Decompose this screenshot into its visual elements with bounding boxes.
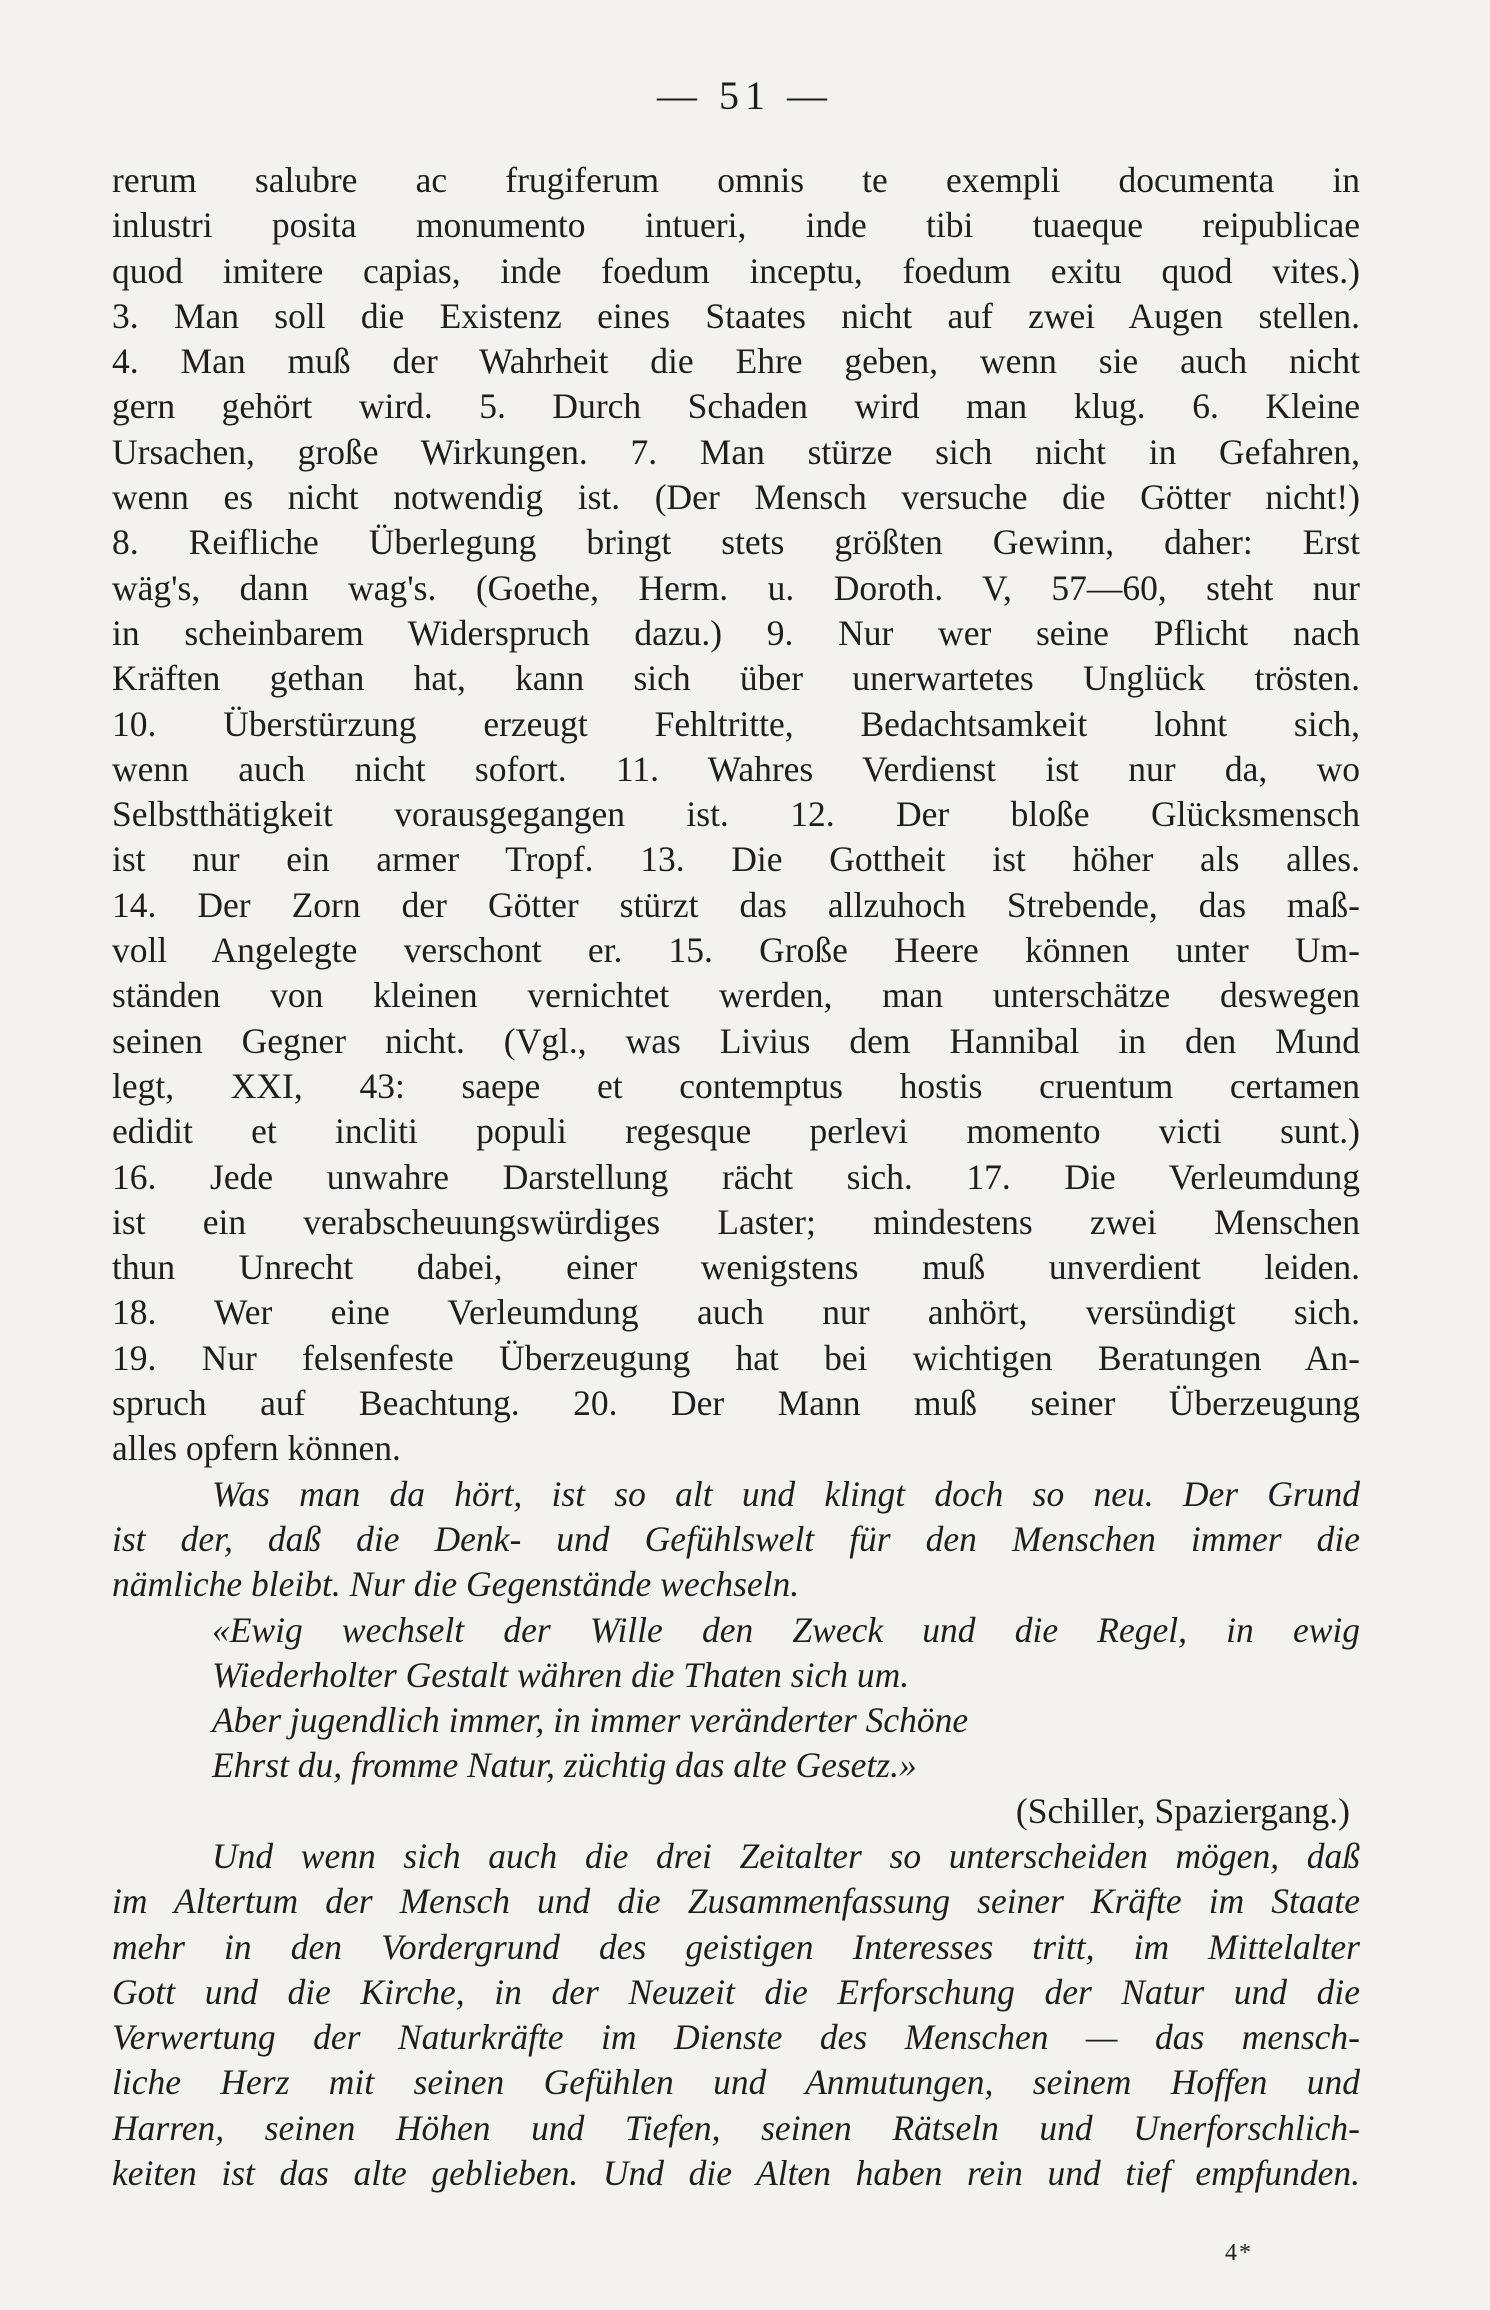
text-line: wenn es nicht notwendig ist. (Der Mensch versuche die Götter nicht!)	[112, 477, 1360, 518]
italic-line: ist der, daß die Denk- und Gefühlswelt für den Menschen immer die	[112, 1518, 1360, 1559]
italic-line: Harren, seinen Höhen und Tiefen, seinen Rätseln und Unerforschlich-	[112, 2107, 1360, 2148]
italic-line: nämliche bleibt. Nur die Gegenstände wechseln.	[112, 1564, 800, 1605]
text-line: thun Unrecht dabei, einer wenigstens muß unverdient leiden.	[112, 1247, 1360, 1288]
text-line: 4. Man muß der Wahrheit die Ehre geben, wenn sie auch nicht	[112, 341, 1360, 382]
text-line: 19. Nur felsenfeste Überzeugung hat bei wichtigen Beratungen An-	[112, 1337, 1360, 1378]
text-line: spruch auf Beachtung. 20. Der Mann muß seiner Überzeugung	[112, 1383, 1360, 1424]
text-line: legt, XXI, 43: saepe et contemptus hostis cruentum certamen	[112, 1065, 1360, 1106]
poem-line: Aber jugendlich immer, in immer veränderter Schöne	[212, 1700, 969, 1741]
italic-line: Verwertung der Naturkräfte im Dienste des Menschen — das mensch-	[112, 2017, 1360, 2058]
text-line: Ursachen, große Wirkungen. 7. Man stürze sich nicht in Gefahren,	[112, 431, 1360, 472]
italic-line: im Altertum der Mensch und die Zusammenfassung seiner Kräfte im Staate	[112, 1881, 1360, 1922]
poem-line: Ehrst du, fromme Natur, züchtig das alte Gesetz.»	[212, 1745, 917, 1786]
text-line: 3. Man soll die Existenz eines Staates nicht auf zwei Augen stellen.	[112, 295, 1360, 336]
italic-line: mehr in den Vordergrund des geistigen Interesses tritt, im Mittelalter	[112, 1926, 1360, 1967]
text-line: edidit et incliti populi regesque perlevi momento victi sunt.)	[112, 1111, 1360, 1152]
text-line: 10. Überstürzung erzeugt Fehltritte, Bedachtsamkeit lohnt sich,	[112, 703, 1360, 744]
text-line: Kräften gethan hat, kann sich über unerwartetes Unglück trösten.	[112, 658, 1360, 699]
italic-line: keiten ist das alte geblieben. Und die Alten haben rein und tief empfunden.	[112, 2153, 1360, 2194]
italic-line: liche Herz mit seinen Gefühlen und Anmutungen, seinem Hoffen und	[112, 2062, 1360, 2103]
text-line: Selbstthätigkeit vorausgegangen ist. 12. Der bloße Glücksmensch	[112, 794, 1360, 835]
text-line: inlustri posita monumento intueri, inde tibi tuaeque reipublicae	[112, 205, 1360, 246]
text-line: rerum salubre ac frugiferum omnis te exempli documenta in	[112, 160, 1360, 200]
text-line: 14. Der Zorn der Götter stürzt das allzuhoch Strebende, das maß-	[112, 884, 1360, 925]
poem-attribution: (Schiller, Spaziergang.)	[1015, 1790, 1350, 1831]
text-line: ist nur ein armer Tropf. 13. Die Gottheit ist höher als alles.	[112, 839, 1360, 880]
text-line: seinen Gegner nicht. (Vgl., was Livius dem Hannibal in den Mund	[112, 1020, 1360, 1061]
text-line: ständen von kleinen vernichtet werden, man unterschätze deswegen	[112, 975, 1360, 1016]
text-line: ist ein verabscheuungswürdiges Laster; mindestens zwei Menschen	[112, 1201, 1360, 1242]
text-line: voll Angelegte verschont er. 15. Große Heere können unter Um-	[112, 930, 1360, 971]
text-line: wenn auch nicht sofort. 11. Wahres Verdienst ist nur da, wo	[112, 748, 1360, 789]
text-line: in scheinbarem Widerspruch dazu.) 9. Nur wer seine Pflicht nach	[112, 612, 1360, 653]
text-line: wäg's, dann wag's. (Goethe, Herm. u. Doroth. V, 57—60, steht nur	[112, 567, 1360, 608]
italic-line: Und wenn sich auch die drei Zeitalter so unterscheiden mögen, daß	[212, 1835, 1360, 1876]
text-line: 8. Reifliche Überlegung bringt stets größten Gewinn, daher: Erst	[112, 522, 1360, 563]
poem-line: «Ewig wechselt der Wille den Zweck und die Regel, in ewig	[212, 1609, 1360, 1650]
page-number: — 51 —	[657, 73, 833, 118]
text-line: alles opfern können.	[112, 1428, 401, 1469]
text-line: quod imitere capias, inde foedum inceptu, foedum exitu quod vites.)	[112, 250, 1360, 291]
signature-mark: 4*	[1225, 2240, 1253, 2266]
poem-line: Wiederholter Gestalt währen die Thaten sich um.	[212, 1654, 910, 1695]
text-line: 18. Wer eine Verleumdung auch nur anhört, versündigt sich.	[112, 1292, 1360, 1333]
text-line: 16. Jede unwahre Darstellung rächt sich. 17. Die Verleumdung	[112, 1156, 1360, 1197]
page-body	[112, 158, 1360, 2196]
italic-line: Was man da hört, ist so alt und klingt doch so neu. Der Grund	[212, 1473, 1360, 1514]
text-line: gern gehört wird. 5. Durch Schaden wird man klug. 6. Kleine	[112, 386, 1360, 427]
italic-line: Gott und die Kirche, in der Neuzeit die Erforschung der Natur und die	[112, 1971, 1360, 2012]
